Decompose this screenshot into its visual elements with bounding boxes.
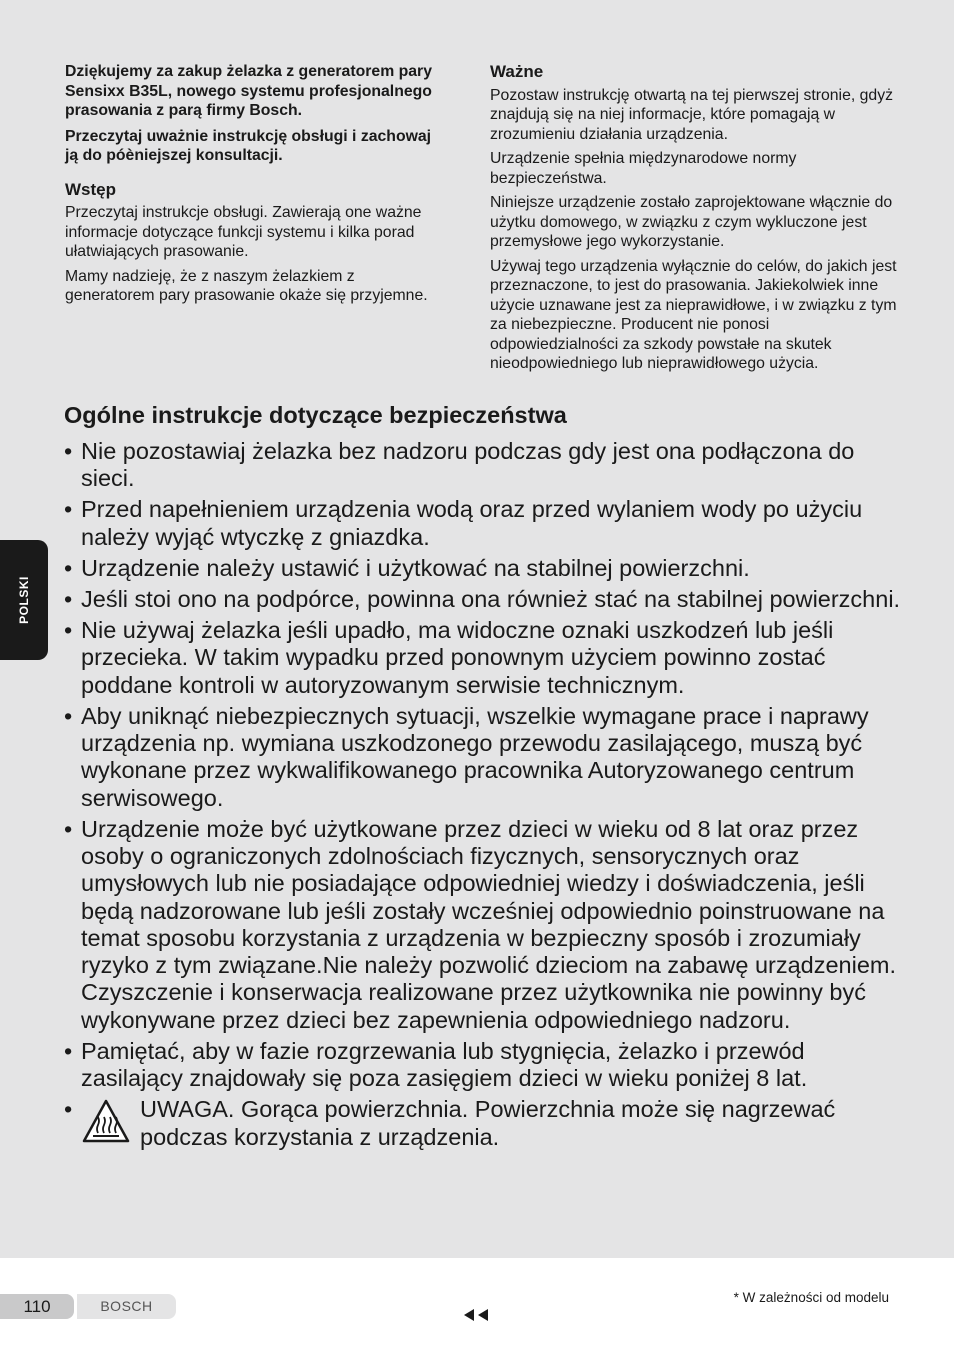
bullet-mark: • [64, 815, 73, 842]
safety-item-text: Nie pozostawiaj żelazka bez nadzoru podczas gdy jest ona podłączona do sieci. [81, 438, 855, 492]
safety-item [64, 703, 904, 812]
safety-item-text: Jeśli stoi ono na podpórce, powinna ona również stać na stabilnej powierzchni. [81, 585, 901, 612]
brand-label: BOSCH [77, 1294, 176, 1319]
important-paragraph: Pozostaw instrukcję otwartą na tej pierwszej stronie, gdyż znajdują się na niej informacje, które pomagają w zrozumieniu działania urządzenia. [490, 86, 893, 143]
safety-item [64, 586, 904, 613]
important-column [490, 62, 900, 379]
bullet-mark: • [64, 496, 73, 523]
important-paragraph: Używaj tego urządzenia wyłącznie do celów, do jakich jest przeznaczone, to jest do prasowania. Jakiekolwiek inne użycie uznawane jest za nieprawidłowe, i w związku z tym za niebezpieczne. Producent nie ponosi odpowiedzialności za szkody powstałe na skutek nieodpowiedniego lub nieprawidłowego użycia. [490, 257, 897, 372]
safety-item-text: Nie używaj żelazka jeśli upadło, ma widoczne oznaki uszkodzeń lub jeśli przecieka. W takim wypadku przed ponownym użyciem powinno zostać poddane kontroli w autoryzowanym serwisie technicznym. [81, 616, 834, 698]
intro-heading: Wstęp [65, 179, 116, 199]
intro-paragraph: Mamy nadzieję, że z naszym żelazkiem z generatorem pary prasowanie okaże się przyjemne. [65, 267, 428, 304]
intro-read-instructions: Przeczytaj uważnie instrukcję obsługi i zachowaj ją do póèniejszej konsultacji. [65, 127, 432, 164]
safety-item [64, 438, 904, 493]
page-number: 110 [0, 1294, 74, 1319]
bullet-mark: • [64, 1096, 73, 1123]
language-side-tab-label: POLSKI [17, 576, 31, 624]
safety-item [64, 617, 904, 699]
safety-title: Ogólne instrukcje dotyczące bezpieczeństwa [64, 402, 567, 428]
safety-item-text: Urządzenie należy ustawić i użytkować na stabilnej powierzchni. [81, 554, 750, 581]
bullet-mark: • [64, 702, 73, 729]
safety-item-text: Aby uniknąć niebezpiecznych sytuacji, wszelkie wymagane prace i naprawy urządzenia np. wymiana uszkodzonego przewodu zasilającego, muszą być wykonane przez wykwalifikowanego pracownika Autoryzowanego centrum serwisowego. [81, 702, 869, 811]
important-paragraph: Niniejsze urządzenie zostało zaprojektowane włącznie do użytku domowego, w związku z czym wykluczone jest przemysłowe jego wykorzystanie. [490, 194, 893, 250]
intro-column [65, 62, 445, 311]
double-left-arrow-icon[interactable] [462, 1307, 490, 1323]
hot-surface-warning-icon [81, 1098, 131, 1144]
bullet-mark: • [64, 1037, 73, 1064]
important-paragraph: Urządzenie spełnia międzynarodowe normy bezpieczeństwa. [490, 150, 797, 187]
bullet-mark: • [64, 616, 73, 643]
important-heading: Ważne [490, 62, 544, 81]
safety-item [64, 816, 904, 1034]
safety-warning-item [64, 1096, 904, 1151]
safety-item [64, 555, 904, 582]
safety-item-text: Przed napełnieniem urządzenia wodą oraz przed wylaniem wody po użyciu należy wyjąć wtyczkę z gniazdka. [81, 496, 863, 550]
bullet-mark: • [64, 438, 73, 464]
bullet-mark: • [64, 585, 73, 612]
safety-item [64, 1038, 904, 1093]
safety-section [64, 400, 904, 1155]
model-footnote: * W zależności od modelu [733, 1290, 889, 1305]
safety-warning-text: UWAGA. Gorąca powierzchnia. Powierzchnia może się nagrzewać podczas korzystania z urządzenia. [140, 1096, 836, 1150]
intro-paragraph: Przeczytaj instrukcje obsługi. Zawierają one ważne informacje dotyczące funkcji systemu i kilka porad ułatwiających prasowanie. [65, 204, 422, 260]
safety-item [64, 496, 904, 551]
safety-item-text: Urządzenie może być użytkowane przez dzieci w wieku od 8 lat oraz przez osoby o ograniczonych zdolnościach fizycznych, sensorycznych oraz umysłowych lub nie posiadające odpowiedniej wiedzy i doświadczenia, jeśli będą nadzorowane lub jeśli zostały wcześniej odpowiednio poinstruowane na temat sposobu korzystania z urządzenia w bezpieczny sposób i zrozumiały ryzyko z tym związane.Nie należy pozwolić dzieciom na zabawę urządzeniem. Czyszczenie i konserwacja realizowane przez użytkownika nie powinny być wykonywane przez dzieci bez zapewnienia odpowiedniego nadzoru. [81, 815, 897, 1033]
bullet-mark: • [64, 554, 73, 581]
intro-thanks: Dziękujemy za zakup żelazka z generatorem pary Sensixx B35L, nowego systemu profesjonalnego prasowania z parą firmy Bosch. [65, 63, 432, 119]
safety-item-text: Pamiętać, aby w fazie rozgrzewania lub stygnięcia, żelazko i przewód zasilający znajdowały się poza zasięgiem dzieci w wieku poniżej 8 lat. [81, 1037, 808, 1092]
safety-list [64, 438, 904, 1151]
